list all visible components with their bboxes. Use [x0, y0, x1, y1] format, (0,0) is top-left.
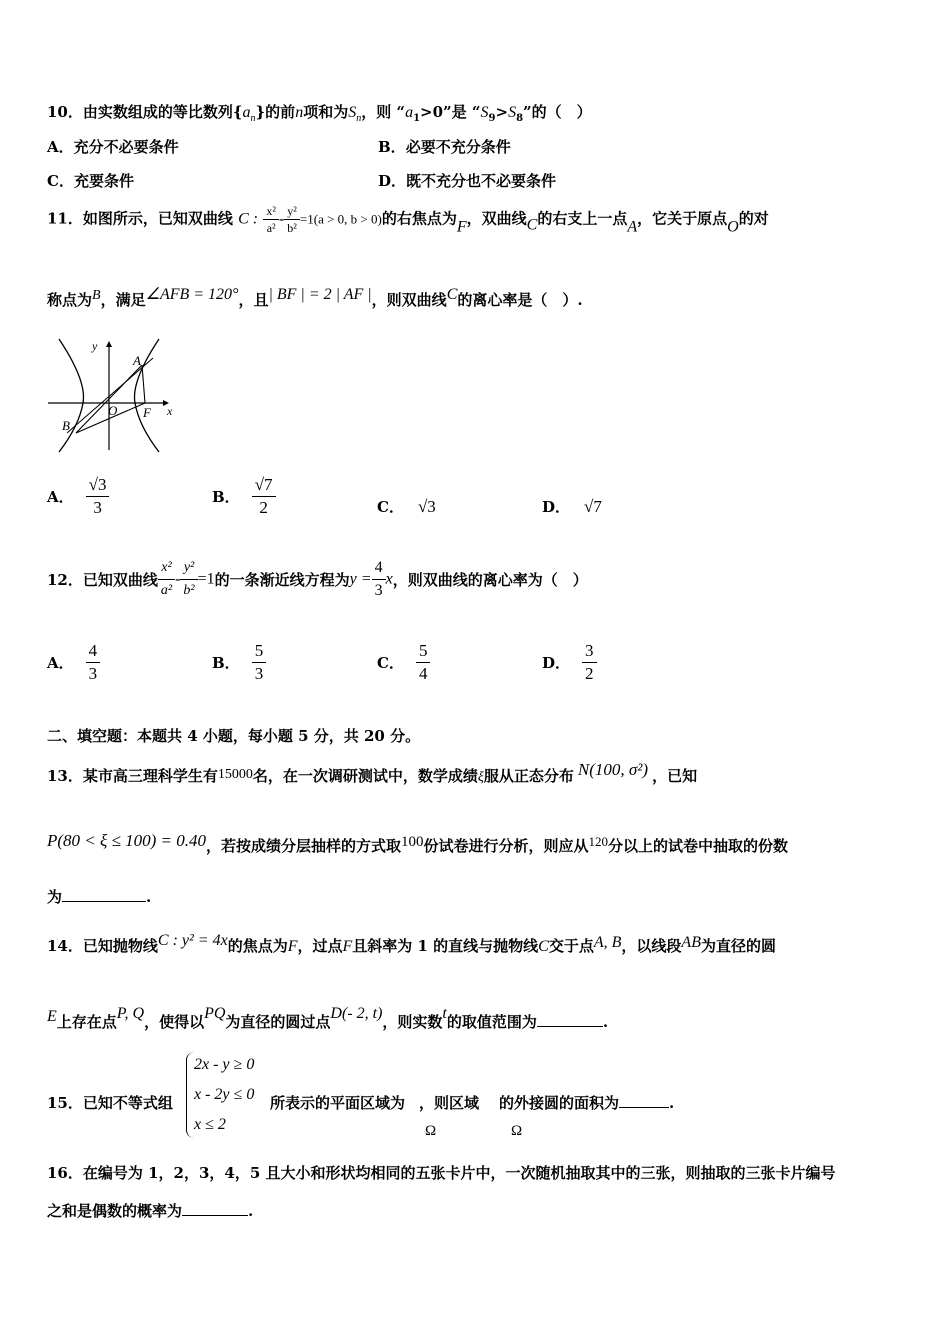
label-O: O	[108, 403, 118, 418]
ineq-1: 2x - y ≥ 0	[194, 1056, 255, 1073]
q16-stem-line2: 之和是偶数的概率为 .	[47, 1202, 254, 1220]
q15-inequality-system	[194, 1050, 254, 1140]
q12-option-b[interactable]: B． $\frac{5}{3}$	[212, 640, 266, 685]
q15-stem-rest: 所表示的平面区域为 ，则区域 的外接圆的面积为 .	[270, 1094, 675, 1112]
q15-number-text: 15．已知不等式组	[47, 1094, 173, 1112]
q11-stem-line1: 11．如图所示，已知双曲线 C : $\frac{\text{x²}}{\text{a²}}$ - $\frac{\text{y²}}{\text{b²}}$ =1(a > 0, b > 0)的右焦点为F，双曲线C的右支上一点A，它关于原点O的对	[47, 204, 769, 236]
q12-stem: 12．已知双曲线 $\frac{\text{x²}}{\text{a²}}$ - $\frac{\text{y²}}{\text{b²}}$ =1的一条渐近线方程为y = $\frac{4}{3}$ x，则双曲线的离心率为（ ）	[47, 559, 588, 599]
label-F: F	[143, 405, 151, 420]
q15-answer-blank[interactable]	[619, 1093, 669, 1108]
label-A: A	[133, 353, 141, 368]
q10-option-a[interactable]: A．充分不必要条件	[47, 138, 179, 156]
q12-option-c[interactable]: C． $\frac{5}{4}$	[377, 640, 430, 685]
label-B: B	[62, 418, 70, 433]
q16-answer-blank[interactable]	[182, 1201, 248, 1216]
q11-option-c[interactable]: C． √3	[377, 497, 436, 516]
q11-option-a[interactable]: A． $\frac{√3}{3}$	[47, 474, 109, 519]
label-x: x	[167, 404, 173, 418]
q13-stem-line3: 为 .	[47, 888, 152, 906]
q15-omega-2: Ω	[511, 1123, 523, 1139]
q10-stem: 10．由实数组成的等比数列$\{a_n\}$的前n项和为$S_n$，则 “$a_1>0$”是 “$S_9>S_8$”的（ ）	[47, 103, 592, 124]
q11-stem-line2: 称点为B，满足∠AFB = 120°，且| BF | = 2 | AF |，则双曲线C的离心率是（ ）.	[47, 286, 583, 309]
y-axis-arrow	[106, 341, 112, 347]
q11-frac-x: $\frac{\text{x²}}{\text{a²}}$	[263, 203, 279, 236]
label-y: y	[92, 339, 98, 353]
q10-option-c[interactable]: C．充要条件	[47, 172, 134, 190]
q10-option-b[interactable]: B．必要不充分条件	[378, 138, 511, 156]
q13-answer-blank[interactable]	[62, 887, 146, 902]
q13-stem-line2: P(80 < ξ ≤ 100) = 0.40，若按成绩分层抽样的方式取100份试卷进行分析，则应从120分以上的试卷中抽取的份数	[47, 831, 789, 855]
q15-omega-1: Ω	[425, 1123, 437, 1139]
q11-frac-y: $\frac{\text{y²}}{\text{b²}}$	[284, 203, 300, 236]
q11-option-d[interactable]: D． √7	[542, 497, 602, 516]
section2-title: 二、填空题：本题共 4 小题，每小题 5 分，共 20 分。	[47, 727, 421, 745]
q14-stem-line1: 14．已知抛物线C : y² = 4x的焦点为F，过点F且斜率为 1 的直线与抛物线C交于点A, B，以线段AB为直径的圆	[47, 932, 776, 955]
q14-stem-line2: E上存在点P, Q，使得以PQ为直径的圆过点D(- 2, t)，则实数t的取值范围为 .	[47, 1005, 609, 1031]
q12-option-a[interactable]: A． $\frac{4}{3}$	[47, 640, 100, 685]
q16-stem-line1: 16．在编号为 1，2，3，4，5 且大小和形状均相同的五张卡片中，一次随机抽取其中的三张，则抽取的三张卡片编号	[47, 1164, 836, 1182]
line-AF	[142, 365, 145, 403]
q11-hyperbola-figure	[45, 336, 180, 454]
ineq-2: x - 2y ≤ 0	[194, 1086, 255, 1103]
ineq-3: x ≤ 2	[194, 1116, 226, 1133]
left-branch	[59, 339, 84, 452]
q14-answer-blank[interactable]	[537, 1012, 603, 1027]
q12-option-d[interactable]: D． $\frac{3}{2}$	[542, 640, 597, 685]
q13-stem-line1: 13．某市高三理科学生有15000名，在一次调研测试中，数学成绩ξ服从正态分布 N(100, σ²) ，已知	[47, 760, 698, 785]
q10-option-d[interactable]: D．既不充分也不必要条件	[378, 172, 557, 190]
q11-option-b[interactable]: B． $\frac{√7}{2}$	[212, 474, 276, 519]
